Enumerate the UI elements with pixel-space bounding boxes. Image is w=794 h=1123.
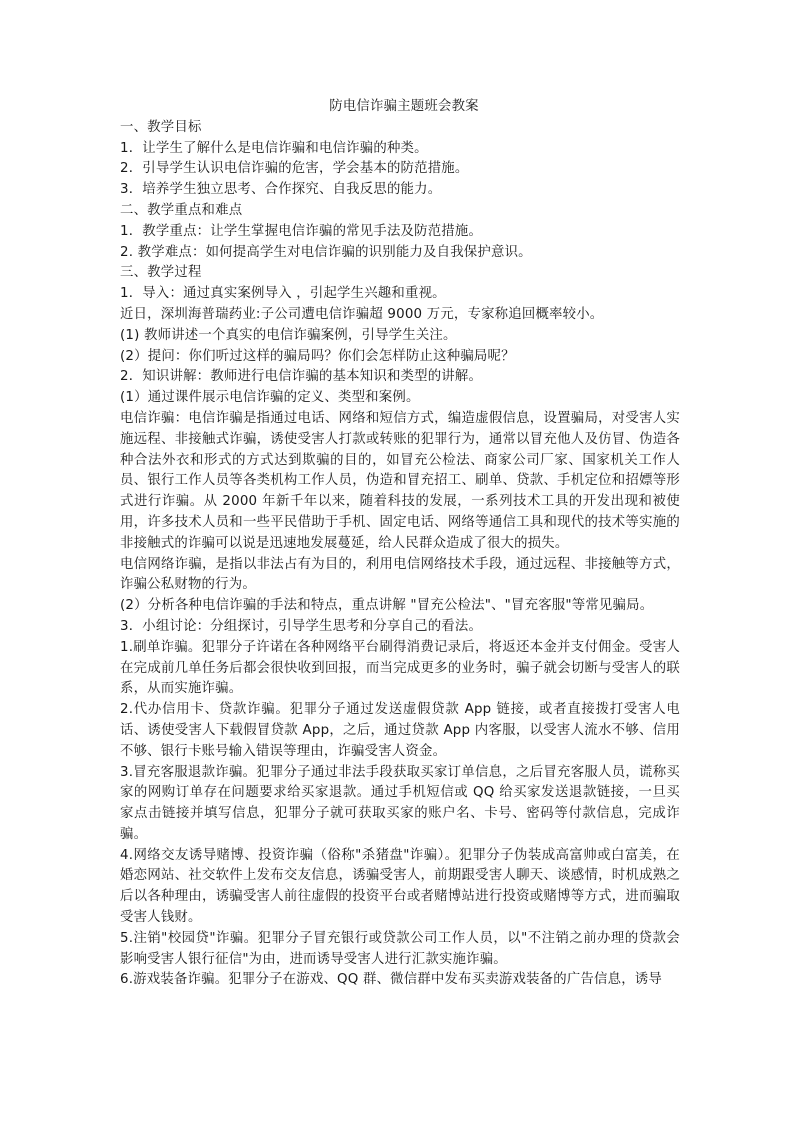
text-line: 3．培养学生独立思考、合作探究、自我反思的能力。 [120,182,442,198]
definition-paragraph: 电信诈骗：电信诈骗是指通过电话、网络和短信方式，编造虚假信息，设置骗局，对受害人实施远程、非接触式诈骗，诱使受害人打款或转账的犯罪行为，通常以冒充他人及仿冒、伪造各种合法外衣和形式的方式达到欺骗的目的，如冒充公检法、商家公司厂家、国家机关工作人员、银行工作人员等各类机构工作人员，伪造和冒充招工、刷单、贷款、手机定位和招嫖等形式进行诈骗。从 2000 年新千年以来，随着科技的发展，一系列技术工具的开发出现和被使用，许多技术人员和一些平民借助于手机、固定电话、网络等通信工具和现代的技术等实施的非接触式的诈骗可以说是迅速地发展蔓延，给人民群众造成了很大的损失。 [120,410,680,551]
text-line: 1．教学重点：让学生掌握电信诈骗的常见手法及防范措施。 [120,223,483,239]
text-line: 2．知识讲解：教师进行电信诈骗的基本知识和类型的讲解。 [120,369,483,385]
text-line: 2．引导学生认识电信诈骗的危害，学会基本的防范措施。 [120,161,469,177]
scam-item-paragraph: 1.刷单诈骗。犯罪分子许诺在各种网络平台刷得消费记录后，将返还本金并支付佣金。受害人在完成前几单任务后都会很快收到回报，而当完成更多的业务时，骗子就会切断与受害人的联系，从而实施诈骗。 [120,639,680,697]
text-line: (1）通过课件展示电信诈骗的定义、类型和案例。 [120,390,420,406]
text-line: 1．让学生了解什么是电信诈骗和电信诈骗的种类。 [120,140,428,156]
scam-item-paragraph: 3.冒充客服退款诈骗。犯罪分子通过非法手段获取买家订单信息，之后冒充客服人员，谎称买家的网购订单存在问题要求给买家退款。通过手机短信或 QQ 给买家发送退款链接，一旦买家点击链接并填写信息，犯罪分子就可获取买家的账户名、卡号、密码等付款信息，完成诈骗。 [120,764,680,842]
definition-paragraph: 电信网络诈骗，是指以非法占有为目的，利用电信网络技术手段，通过远程、非接触等方式，诈骗公私财物的行为。 [120,556,680,593]
scam-item-paragraph: 5.注销"校园贷"诈骗。犯罪分子冒充银行或贷款公司工作人员，以"不注销之前办理的贷款会影响受害人银行征信"为由，进而诱导受害人进行汇款实施诈骗。 [120,930,680,967]
text-paragraph: 3．小组讨论：分组探讨，引导学生思考和分享自己的看法。 [120,618,483,634]
section-heading: 三、教学过程 [120,265,202,281]
text-line: (1) 教师讲述一个真实的电信诈骗案例，引导学生关注。 [120,327,457,343]
document-title: 防电信诈骗主题班会教案 [329,99,479,114]
section-heading: 一、教学目标 [120,119,202,135]
text-line: 2. 教学难点：如何提高学生对电信诈骗的识别能力及自我保护意识。 [120,244,532,260]
document-page [120,97,680,991]
text-line: (2）提问：你们听过这样的骗局吗？你们会怎样防止这种骗局呢？ [120,348,515,364]
text-line: 1．导入：通过真实案例导入 ，引起学生兴趣和重视。 [120,286,446,302]
scam-item-paragraph: 4.网络交友诱导赌博、投资诈骗（俗称"杀猪盘"诈骗）。犯罪分子伪装成高富帅或白富美，在婚恋网站、社交软件上发布交友信息，诱骗受害人，前期跟受害人聊天、谈感情，时机成熟之后以各种理由，诱骗受害人前往虚假的投资平台或者赌博站进行投资或赌博等方式，进而骗取受害人钱财。 [120,847,680,926]
section-heading: 二、教学重点和难点 [120,202,243,218]
scam-item-paragraph: 6.游戏装备诈骗。犯罪分子在游戏、QQ 群、微信群中发布买卖游戏装备的广告信息，诱导 [120,972,662,988]
text-paragraph: (2）分析各种电信诈骗的手法和特点，重点讲解 "冒充公检法"、"冒充客服"等常见骗局。 [120,598,654,614]
scam-item-paragraph: 2.代办信用卡、贷款诈骗。犯罪分子通过发送虚假贷款 App 链接，或者直接拨打受害人电话、诱使受害人下载假冒贷款 App，之后，通过贷款 App 内客服，以受害人流水不够、信用不够、银行卡账号输入错误等理由，诈骗受害人资金。 [120,702,680,759]
text-line: 近日，深圳海普瑞药业:子公司遭电信诈骗超 9000 万元，专家称追回概率较小。 [120,306,604,322]
